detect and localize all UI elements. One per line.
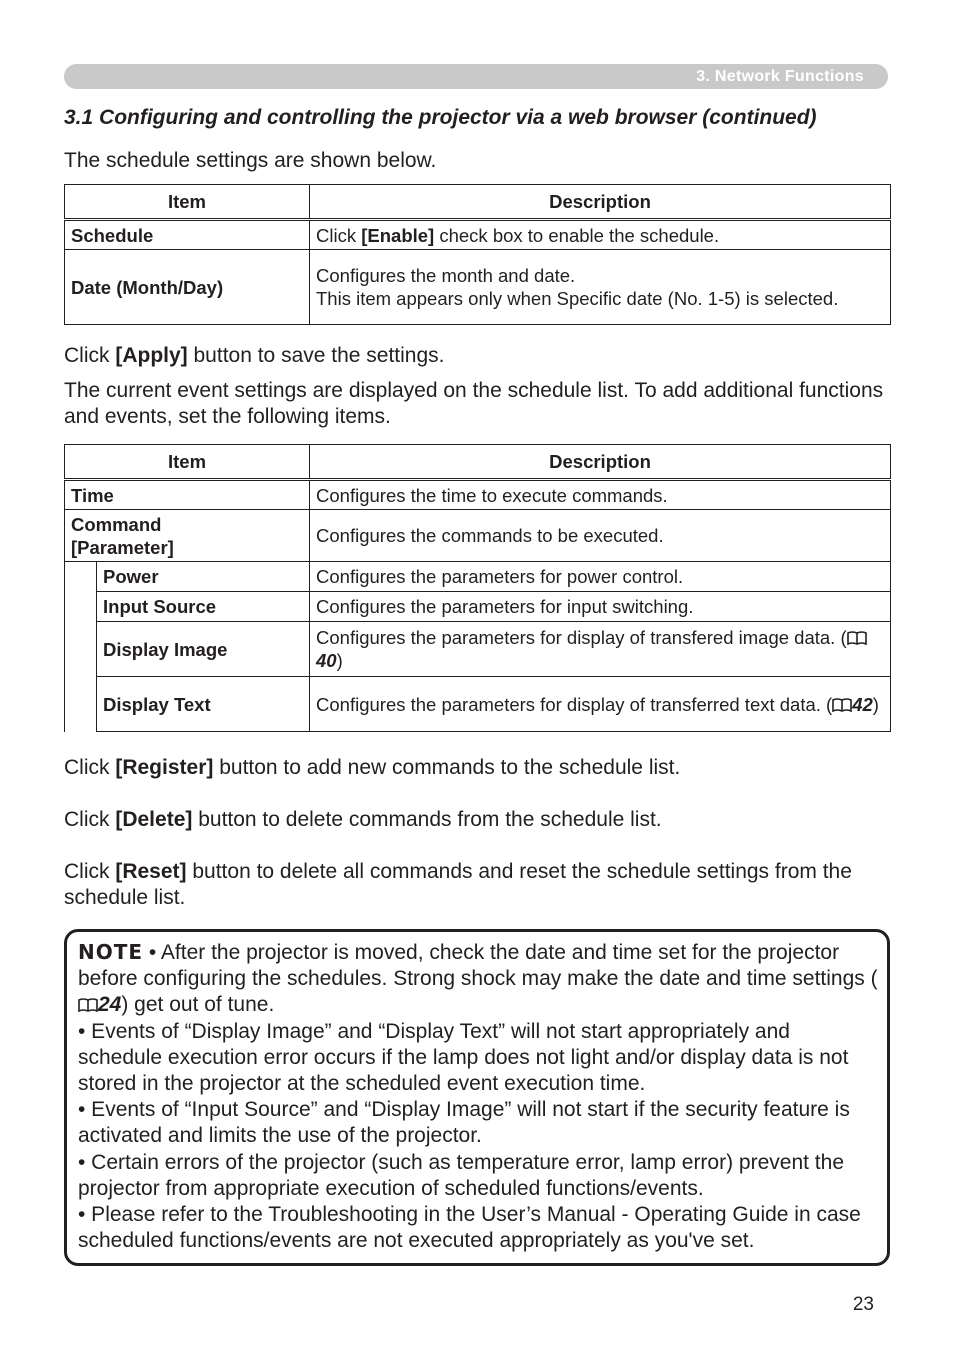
note-box: [64, 929, 890, 1266]
section-title: 3.1 Configuring and controlling the projector via a web browser (continued): [64, 106, 817, 129]
row-description: Configures the commands to be executed.: [310, 510, 891, 562]
page-number: 23: [852, 1294, 874, 1315]
table-header-row: [65, 185, 891, 220]
row-description: Configures the parameters for power control.: [310, 562, 891, 592]
book-reference-icon: [78, 998, 98, 1012]
row-item: Input Source: [97, 592, 310, 622]
note-label: NOTE: [78, 940, 144, 964]
table-row: [65, 220, 891, 250]
table-row: [65, 480, 891, 510]
row-description: Click [Enable] check box to enable the schedule.: [310, 220, 891, 250]
reset-instruction: Click [Reset] button to delete all commands and reset the schedule settings from the schedule list.: [64, 860, 852, 909]
row-description: Configures the time to execute commands.: [310, 480, 891, 510]
book-reference-icon: [847, 631, 867, 645]
row-description: Configures the month and date. This item appears only when Specific date (No. 1-5) is selected.: [310, 250, 891, 325]
book-reference-icon: [832, 698, 852, 712]
note-paragraph: • Events of “Display Image” and “Display Text” will not start appropriately and schedule execution error occurs if the lamp does not light and/or display data is not stored in the projector at the scheduled event execution time.: [78, 1019, 849, 1096]
table-row: [65, 562, 891, 592]
column-header-item: Item: [65, 445, 310, 480]
row-item: Schedule: [65, 220, 310, 250]
event-settings-table: [64, 444, 891, 732]
events-intro-text: The current event settings are displayed on the schedule list. To add additional functions and events, set the following items.: [64, 379, 884, 428]
row-description: Configures the parameters for input switching.: [310, 592, 891, 622]
table-row: [65, 592, 891, 622]
schedule-settings-table: [64, 184, 891, 325]
row-item: Display Text: [97, 677, 310, 732]
note-paragraph: • Certain errors of the projector (such as temperature error, lamp error) prevent the projector from appropriate execution of scheduled functions/events.: [78, 1150, 844, 1200]
apply-instruction: Click [Apply] button to save the settings.: [64, 344, 445, 367]
indent-cell: [65, 562, 97, 732]
note-paragraph: • Please refer to the Troubleshooting in the User’s Manual - Operating Guide in case scheduled functions/events are not executed appropriately as you've set.: [78, 1203, 861, 1253]
table-row: [65, 622, 891, 677]
table-row: [65, 677, 891, 732]
column-header-description: Description: [310, 445, 891, 480]
row-item: Time: [65, 480, 310, 510]
row-description: Configures the parameters for display of transfered image data. (40): [310, 622, 891, 677]
note-text: [78, 939, 878, 1254]
row-item: Command [Parameter]: [65, 510, 310, 562]
row-item: Display Image: [97, 622, 310, 677]
table-header-row: [65, 445, 891, 480]
row-item: Power: [97, 562, 310, 592]
intro-text: The schedule settings are shown below.: [64, 149, 437, 172]
register-instruction: Click [Register] button to add new commands to the schedule list.: [64, 756, 681, 779]
delete-instruction: Click [Delete] button to delete commands from the schedule list.: [64, 808, 662, 831]
table-row: [65, 510, 891, 562]
chapter-title: 3. Network Functions: [696, 68, 864, 85]
row-item: Date (Month/Day): [65, 250, 310, 325]
chapter-header-bar: [64, 64, 888, 89]
note-paragraph: NOTE • After the projector is moved, check the date and time set for the projector before configuring the schedules. Strong shock may make the date and time settings (24) get out of tune.: [78, 940, 878, 1017]
table-row: [65, 250, 891, 325]
note-paragraph: • Events of “Input Source” and “Display Image” will not start if the security feature is activated and limits the use of the projector.: [78, 1098, 850, 1148]
row-description: Configures the parameters for display of transferred text data. ( 42): [310, 677, 891, 732]
column-header-description: Description: [310, 185, 891, 220]
column-header-item: Item: [65, 185, 310, 220]
